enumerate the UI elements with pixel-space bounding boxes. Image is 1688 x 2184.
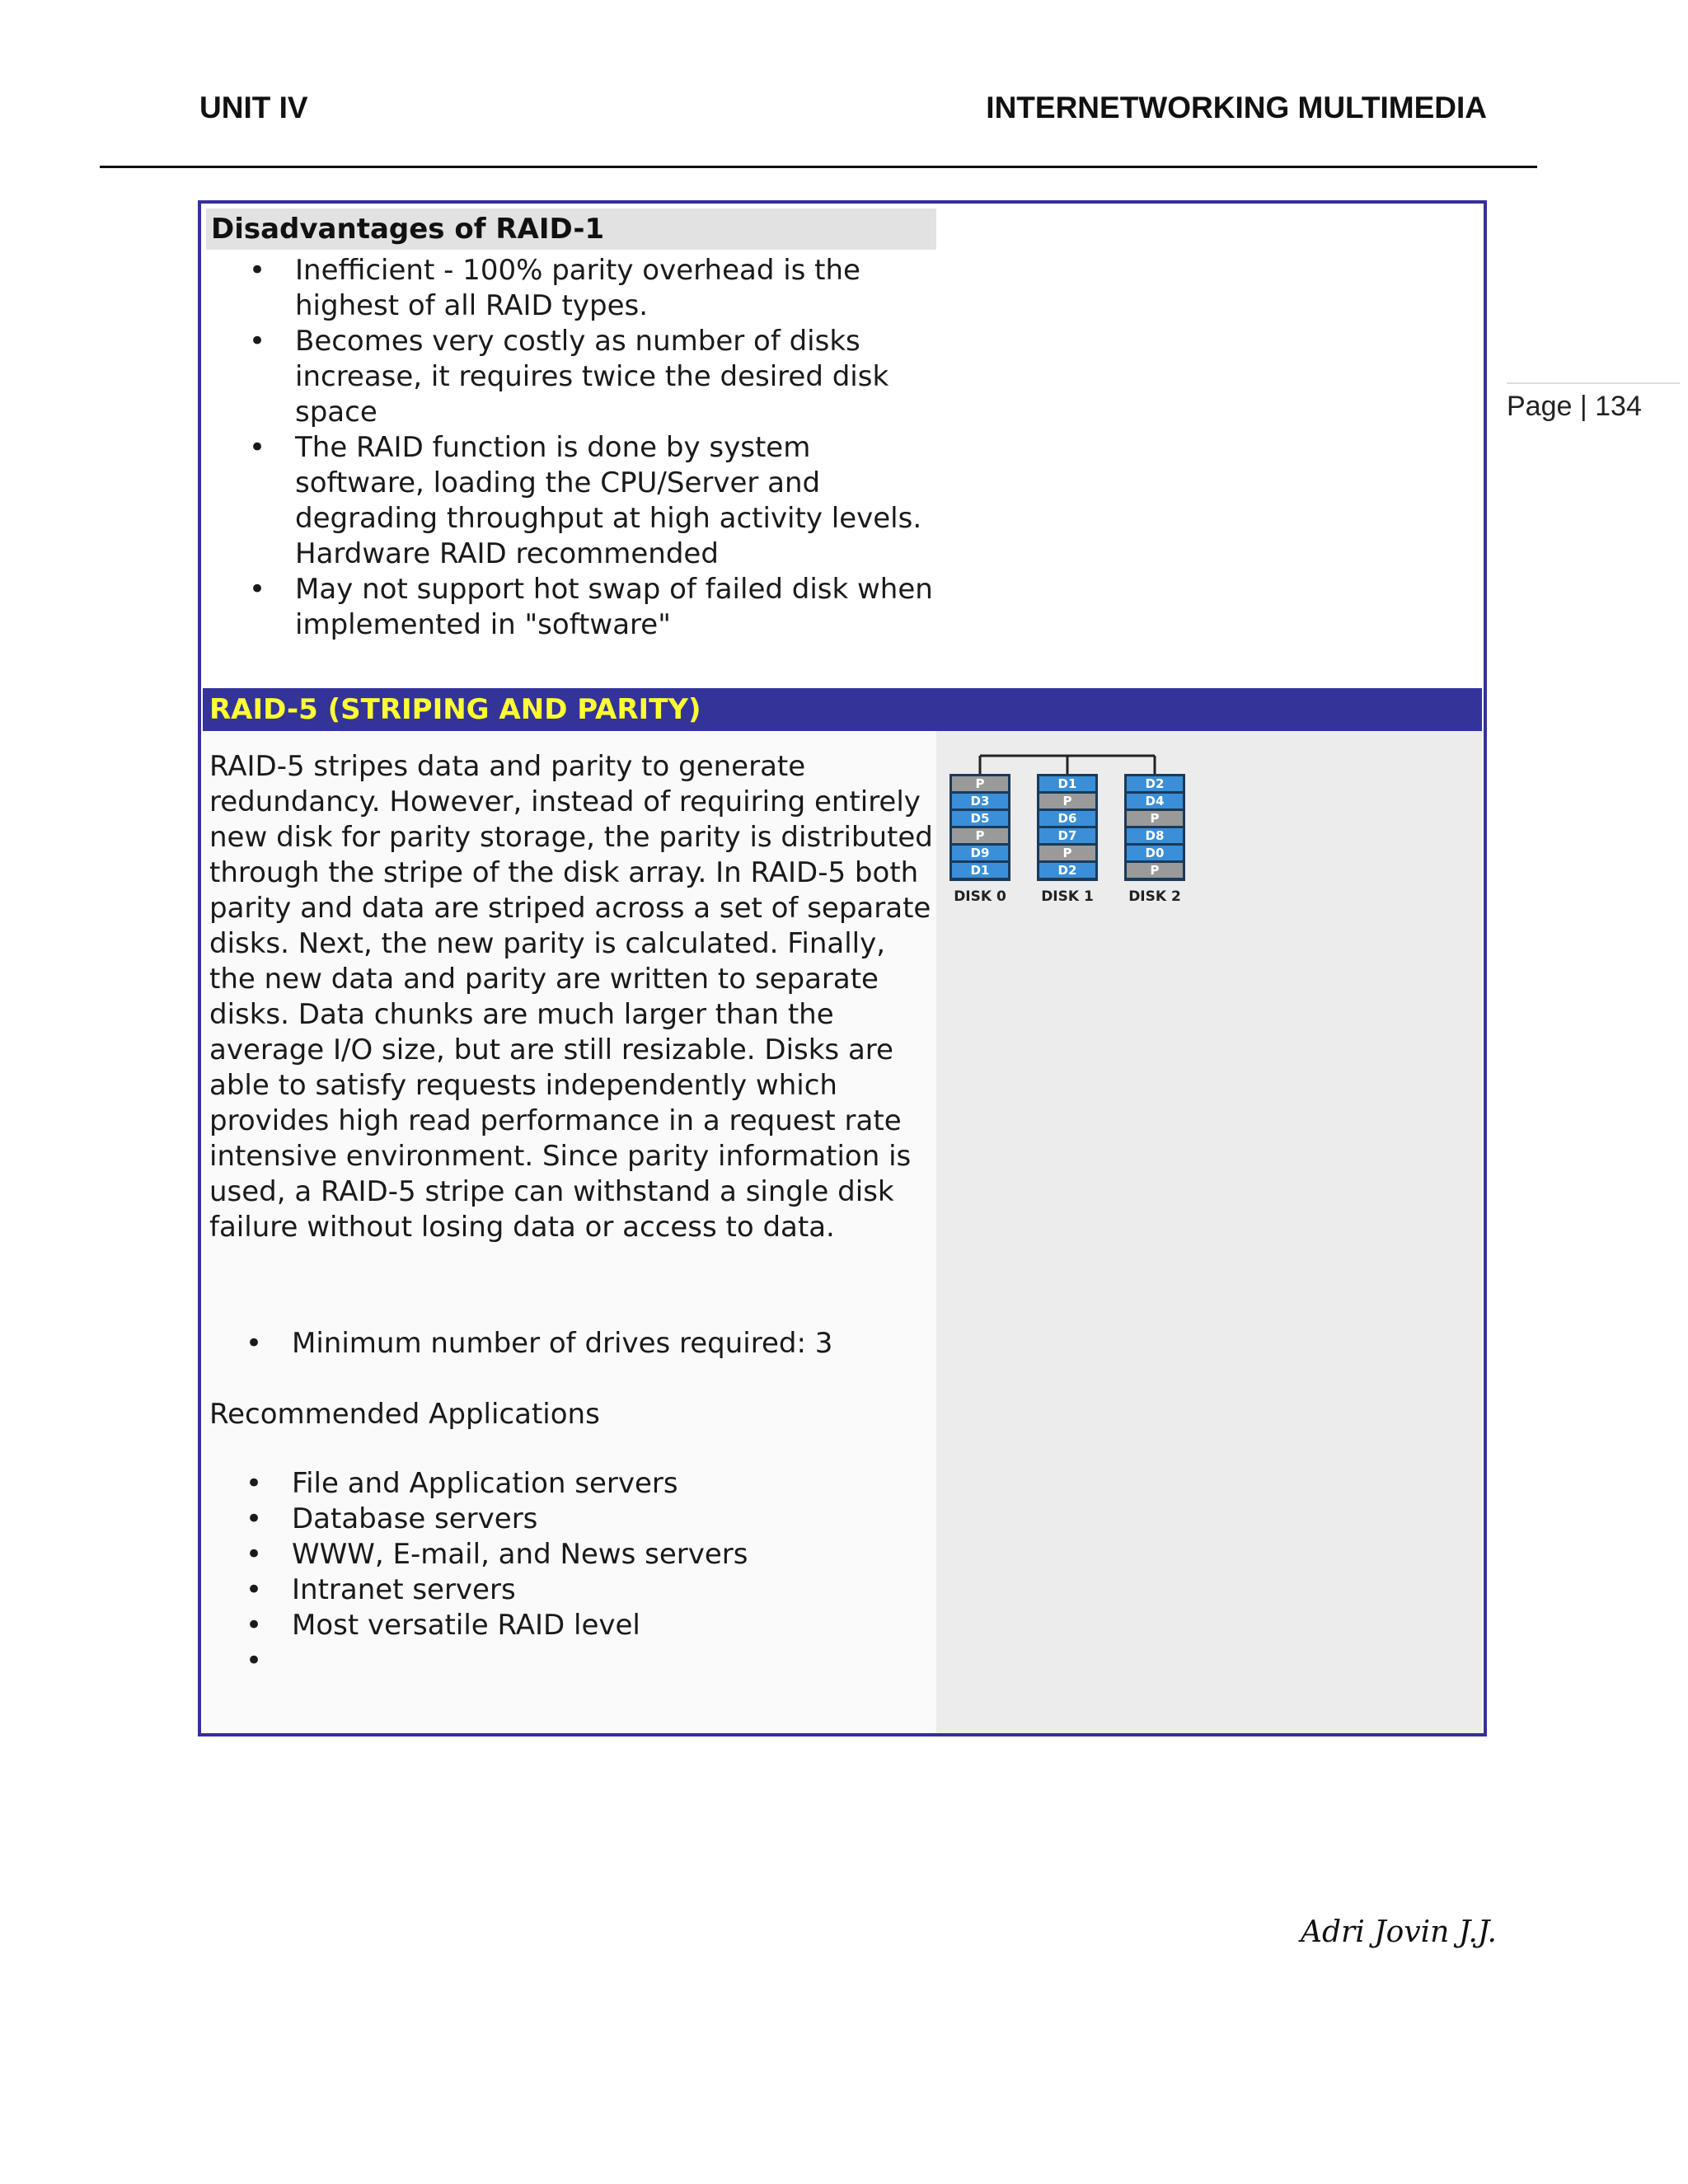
list-item: • Inefficient - 100% parity overhead is the highest of all RAID types. xyxy=(206,253,936,324)
raid1-disadvantages-title: Disadvantages of RAID-1 xyxy=(206,209,936,250)
recommended-applications-list xyxy=(203,1466,936,1643)
min-drives-list xyxy=(203,1326,936,1361)
block-label: P xyxy=(1062,794,1072,808)
page-number: Page | 134 xyxy=(1507,391,1642,422)
block-label: D0 xyxy=(1145,846,1165,860)
page-number-divider xyxy=(1507,382,1680,384)
raid5-description: RAID-5 stripes data and parity to generate redundancy. However, instead of requiring entirely new disk for parity storage, the parity is distributed through the stripe of the disk array. In RAID-5 both parity and data are striped across a set of separate disks. Next, the new parity is calculated. Finally, the new data and parity are written to separate disks. Data chunks are much larger than the average I/O size, but are still resizable. Disks are able to satisfy requests independently which provides high read performance in a request rate intensive environment. Since parity information is used, a RAID-5 stripe can withstand a single disk failure without losing data or access to data. xyxy=(209,750,933,1244)
list-item: • Most versatile RAID level xyxy=(203,1608,936,1643)
block-label: P xyxy=(1062,846,1072,860)
block-label: D9 xyxy=(970,846,990,860)
list-item: • May not support hot swap of failed disk when implemented in "software" xyxy=(206,572,936,643)
raid1-disadvantages-list xyxy=(206,253,936,643)
block-label: D5 xyxy=(970,811,990,826)
block-label: D7 xyxy=(1057,828,1077,843)
block-label: D2 xyxy=(1145,776,1165,791)
list-item: • Intranet servers xyxy=(203,1572,936,1608)
list-item: • Becomes very costly as number of disks increase, it requires twice the desired disk space xyxy=(206,324,936,430)
block-label: P xyxy=(975,776,985,791)
disk-stack xyxy=(1037,774,1098,905)
list-item: • WWW, E-mail, and News servers xyxy=(203,1537,936,1572)
block-label: D1 xyxy=(970,863,990,878)
raid5-disk-diagram xyxy=(948,749,1195,914)
block-label: P xyxy=(1150,863,1160,878)
list-item: • Database servers xyxy=(203,1502,936,1537)
list-item: • Minimum number of drives required: 3 xyxy=(203,1326,936,1361)
disk-stack xyxy=(950,774,1010,905)
raid5-section-header: RAID-5 (STRIPING AND PARITY) xyxy=(203,688,1482,731)
content-frame xyxy=(198,200,1487,1736)
disk-stacks xyxy=(950,774,1185,905)
header-divider xyxy=(100,166,1537,168)
block-label: D3 xyxy=(970,794,990,808)
disk-stack xyxy=(1124,774,1185,905)
block-label: P xyxy=(975,828,985,843)
block-label: D2 xyxy=(1057,863,1077,878)
block-label: D6 xyxy=(1057,811,1077,826)
raid5-diagram-cell xyxy=(936,731,1482,1733)
raid5-description-cell xyxy=(203,731,936,1733)
list-item: • File and Application servers xyxy=(203,1466,936,1502)
recommended-applications-title: Recommended Applications xyxy=(209,1398,600,1431)
disk-label: DISK 0 xyxy=(954,888,1006,905)
block-label: D4 xyxy=(1145,794,1165,808)
course-title: INTERNETWORKING MULTIMEDIA xyxy=(986,91,1487,124)
block-label: D8 xyxy=(1145,828,1165,843)
disk-label: DISK 2 xyxy=(1128,888,1181,905)
disk-label: DISK 1 xyxy=(1041,888,1094,905)
disk-connector-lines xyxy=(980,756,1155,774)
list-item: • The RAID function is done by system software, loading the CPU/Server and degrading throughput at high activity levels. Hardware RAID recommended xyxy=(206,430,936,572)
block-label: P xyxy=(1150,811,1160,826)
unit-label: UNIT IV xyxy=(199,91,308,124)
author-signature: Adri Jovin J.J. xyxy=(1301,1915,1497,1949)
block-label: D1 xyxy=(1057,776,1077,791)
